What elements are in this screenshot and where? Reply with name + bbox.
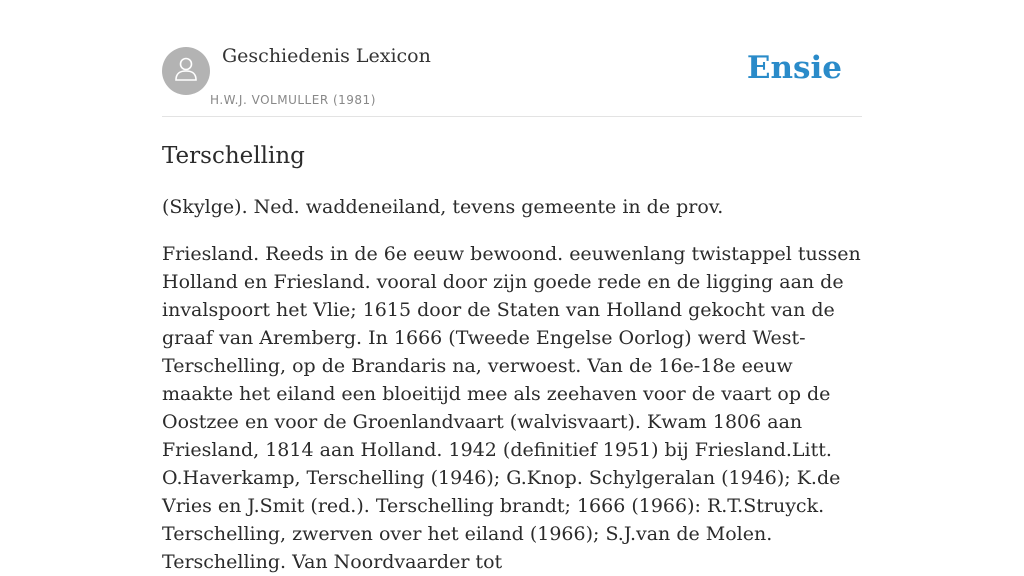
article-paragraph: (Skylge). Ned. waddeneiland, tevens gemeente in de prov.	[162, 196, 724, 218]
user-icon	[171, 54, 201, 88]
page	[162, 0, 862, 576]
author-name[interactable]: H.W.J. VOLMULLER (1981)	[210, 93, 376, 107]
article-paragraph: Friesland. Reeds in de 6e eeuw bewoond. eeuwenlang twistappel tussen Holland en Friesland. vooral door zijn goede rede en de ligging aan de invalspoort het Vlie; 1615 door de Staten van Holland gekocht van de graaf van Aremberg. In 1666 (Tweede Engelse Oorlog) werd West-Terschelling, op de Brandaris na, verwoest. Van de 16e-18e eeuw maakte het eiland een bloeitijd mee als zeehaven voor de vaart op de Oostzee en voor de Groenlandvaart (walvisvaart). Kwam 1806 aan Friesland, 1814 aan Holland. 1942 (definitief 1951) bij Friesland.Litt. O.Haverkamp, Terschelling (1946); G.Knop. Schylgeralan (1946); K.de Vries en J.Smit (red.). Terschelling brandt; 1666 (1966): R.T.Struyck. Terschelling, zwerven over het eiland (1966); S.J.van de Molen. Terschelling. Van Noordvaarder tot	[162, 243, 861, 573]
brand-logo[interactable]: Ensie	[746, 50, 842, 86]
avatar[interactable]	[162, 47, 210, 95]
lexicon-title[interactable]: Geschiedenis Lexicon	[222, 45, 431, 67]
header	[162, 0, 862, 117]
page-title: Terschelling	[162, 143, 305, 169]
